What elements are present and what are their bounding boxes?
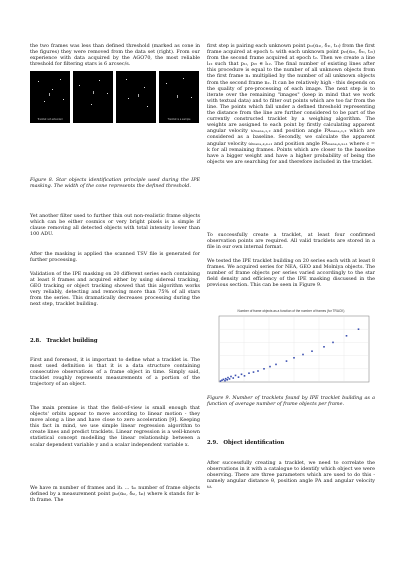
data-point	[302, 354, 304, 356]
star-point	[99, 80, 100, 81]
figure-9-chart	[207, 306, 375, 426]
data-point	[227, 377, 229, 379]
paragraph: We tested the IPE tracklet building on 20 series each with at least 8 frames. We acquired series for NEA, GEO and Molniya objects. The number of frame objects per series varied accordingly to the star field density and efficiency of the IPE masking discussed in the previous section. This can be seen in Figure 9.	[207, 258, 375, 289]
star-point	[79, 85, 80, 86]
star-point	[107, 93, 108, 94]
paragraph: the two frames was less than defined threshold (marked as cone in the figures) they were removed from the data set (right). From our experience with data acquired by the AGO70, the most reliable threshold for filtering stars is 6 arcsec/s.	[30, 43, 200, 68]
star-point	[166, 83, 167, 84]
star-point	[183, 78, 184, 79]
data-point	[346, 335, 348, 337]
object-marker	[93, 91, 94, 94]
paragraph: first step is pairing each unknown point p₁ₗ(α₁ₗ, δ₁ₗ, t₁ₗ) from the first frame acquired at epoch t₁ with each unknown point p₂ₗ(α₂ₗ, δ₂ₗ, t₂ₗ) from the second frame acquired at epoch t₂. Then we create a line l₁₂ such that p₁ₗ, p₂ₗ ∈ l₁₂. The final number of existing lines after this procedure is equal to the number of all unknown objects from the first frame n₁ multiplied by the number of all unknown objects from the second frame n₂. It can be relatively high - this depends on the quality of pre-processing of each image. The next step is to iterate over the remaining "images" (keep in mind that we work with textual data) and to filter out points which are too far from the line. The points which fall under a defined threshold representing the distance from the line are further considered to be part of the currently constructed tracklet by a weighing algorithm. The weights are assigned to each point by firstly calculating apparent angular velocity ωₘₐₙₐ,₁,₂ and position angle PAₘₐₙₐ,₁,₂ which are considered as a baseline. Secondly, we calculate the apparent angular velocity ωₘₐₙₐ,ₖ,ₖ₊₁ and position angle PAₘₐₙₐ,ₖ,ₖ₊₁ where c = k for all remaining frames. Points which are closer to the baseline have a bigger weight and have a higher probability of being the objects we are searching for and therefore included in the tracklet.	[207, 43, 375, 165]
object-marker	[138, 94, 139, 97]
star-point	[60, 79, 61, 80]
star-point	[38, 81, 39, 82]
data-point	[226, 379, 228, 381]
figure-8-panel	[73, 71, 113, 123]
figure-9	[207, 306, 375, 426]
data-point	[275, 364, 277, 366]
data-point	[229, 378, 231, 380]
data-point	[221, 379, 223, 381]
panel-label: Tracklet not extended	[37, 118, 63, 121]
star-point	[128, 98, 129, 99]
data-point	[230, 376, 232, 378]
data-point	[311, 350, 313, 352]
paragraph: To successfully create a tracklet, at least four confirmed observation points are required. All valid tracklets are stored in a file in our own internal format.	[207, 232, 375, 251]
star-point	[44, 101, 45, 102]
data-point	[263, 368, 265, 370]
data-point	[224, 380, 226, 382]
data-point	[238, 376, 240, 378]
figure-8-panel	[159, 71, 199, 123]
section-heading: 2.8. Tracklet building	[30, 338, 98, 344]
figure-8-caption: Figure 8. Star objects identification principle used during the IPE masking. The width of the cone represents the defined threshold.	[30, 177, 200, 190]
paragraph: We have m number of frames and it₁ … tₘ number of frame objects defined by a measurement point pₖₗ(αₖₗ, δₖₗ, tₖₗ) where k stands for k-th frame. The	[30, 485, 200, 504]
panel-label: Tracklet is a sample	[167, 118, 191, 121]
object-marker	[49, 93, 50, 96]
data-point	[323, 346, 325, 348]
paragraph: After successfully creating a tracklet, we need to correlate the observations in it with a catalogue to identify which object we were observing. There are three parameters which are used to do this - namely angular distance θ, position angle PA and angular velocity ω.	[207, 460, 375, 491]
star-point	[147, 106, 148, 107]
figure-9-caption: Figure 9. Number of tracklets found by IPE tracklet building as a function of average number of frame objects per frame.	[207, 395, 375, 408]
chart-title: Number of frame objects as a function of the number of frames (for TRACK)	[237, 309, 345, 313]
data-point	[358, 328, 360, 330]
figure-8	[30, 71, 200, 190]
data-point	[232, 377, 234, 379]
data-point	[253, 371, 255, 373]
paragraph: Validation of the IPE masking on 20 different series each containing at least 8 frames and acquired either by using sidereal tracking, GEO tracking or object tracking showed that this algorithm works very reliably, detecting and removing more than 75% of all stars from the series. This dramatically decreases processing during the next step, tracklet building.	[30, 271, 200, 308]
paragraph: First and foremost, it is important to define what a tracklet is. The most used definition is that it is a data structure containing consecutive observations of a frame object in time. Simply said, tracklet roughly represents measurements of a portion of the trajectory of an object.	[30, 357, 200, 388]
paragraph: After the masking is applied the scanned TSV file is generated for further processing.	[30, 251, 200, 264]
figure-8-panel	[30, 71, 70, 123]
section-heading: 2.9. Object identification	[207, 440, 285, 446]
star-point	[91, 104, 92, 105]
data-point	[286, 360, 288, 362]
data-point	[235, 375, 237, 377]
figure-8-panel	[116, 71, 156, 123]
star-point	[63, 99, 64, 100]
data-points	[220, 328, 360, 382]
data-point	[248, 372, 250, 374]
paragraph: Yet another filter used to further thin out non-realistic frame objects which can be either cosmics or very bright pixels is a simple if clause removing all detected objects with total intensity lower than 100 ADU.	[30, 213, 200, 238]
star-point	[126, 79, 127, 80]
grid-lines	[219, 316, 369, 382]
data-point	[257, 370, 259, 372]
star-point	[191, 97, 192, 98]
object-marker	[177, 95, 178, 98]
star-point	[52, 89, 53, 90]
data-point	[244, 375, 246, 377]
data-point	[269, 366, 271, 368]
data-point	[332, 342, 334, 344]
data-point	[223, 379, 225, 381]
star-point	[144, 87, 145, 88]
data-point	[293, 357, 295, 359]
data-point	[220, 380, 222, 382]
data-point	[241, 374, 243, 376]
data-point	[225, 378, 227, 380]
paragraph: The main premise is that the field-of-view is small enough that objects' orbits appear to move according to linear motion - they move along a line and have close to zero acceleration [9]. Keeping this fact in mind, we use simple linear regression algorithm to create lines and predict tracklets. Linear regression is a well-known statistical concept modelling the linear relationship between a scalar dependent variable y and a scalar independent variable x.	[30, 405, 200, 448]
